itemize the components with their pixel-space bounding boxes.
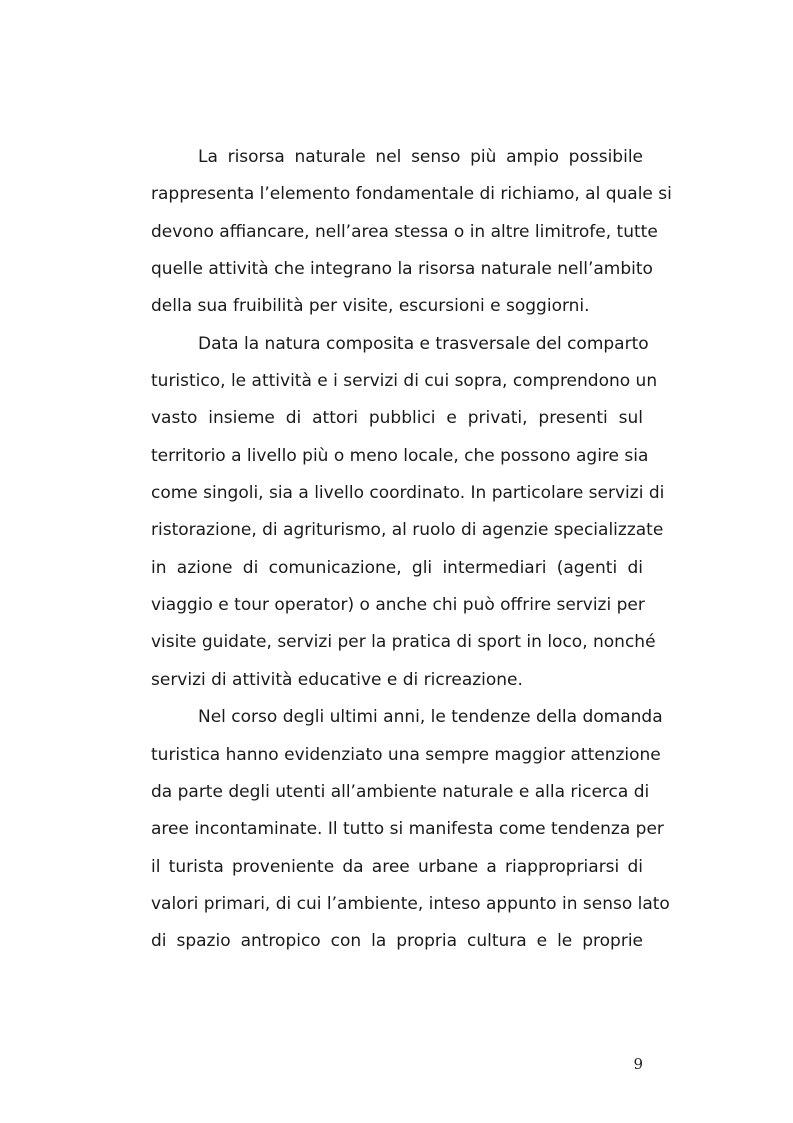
text-line: in azione di comunicazione, gli intermediari (agenti di: [151, 557, 643, 578]
text-line: visite guidate, servizi per la pratica di sport in loco, nonché: [151, 632, 656, 653]
text-line: quelle attività che integrano la risorsa naturale nell’ambito: [151, 259, 653, 280]
paragraph-1: [151, 142, 672, 329]
page-number: 9: [633, 1055, 643, 1073]
paragraph-2: [151, 329, 665, 702]
text-line: La risorsa naturale nel senso più ampio possibile: [198, 147, 643, 167]
text-line: viaggio e tour operator) o anche chi può offrire servizi per: [151, 595, 645, 616]
text-line: servizi di attività educative e di ricreazione.: [151, 669, 523, 690]
text-line: rappresenta l’elemento fondamentale di richiamo, al quale si: [151, 184, 672, 205]
text-line: ristorazione, di agriturismo, al ruolo di agenzie specializzate: [151, 520, 664, 541]
text-line: come singoli, sia a livello coordinato. In particolare servizi di: [151, 483, 665, 504]
text-line: valori primari, di cui l’ambiente, inteso appunto in senso lato: [151, 893, 670, 914]
text-line: territorio a livello più o meno locale, che possono agire sia: [151, 445, 649, 466]
text-line: della sua fruibilità per visite, escursioni e soggiorni.: [151, 296, 590, 317]
text-line: turistico, le attività e i servizi di cui sopra, comprendono un: [151, 371, 658, 392]
text-line: turistica hanno evidenziato una sempre maggior attenzione: [151, 744, 661, 765]
text-line: di spazio antropico con la propria cultura e le proprie: [151, 931, 643, 952]
text-line: Nel corso degli ultimi anni, le tendenze della domanda: [198, 707, 663, 728]
text-line: vasto insieme di attori pubblici e privati, presenti sul: [151, 408, 643, 429]
text-line: devono affiancare, nell’area stessa o in altre limitrofe, tutte: [151, 221, 658, 242]
paragraph-3: [151, 702, 670, 963]
text-line: il turista proveniente da aree urbane a riappropriarsi di: [151, 856, 643, 877]
page-body: [151, 142, 672, 964]
text-line: Data la natura composita e trasversale del comparto: [198, 333, 649, 354]
text-line: aree incontaminate. Il tutto si manifesta come tendenza per: [151, 819, 664, 840]
text-line: da parte degli utenti all’ambiente naturale e alla ricerca di: [151, 781, 650, 802]
